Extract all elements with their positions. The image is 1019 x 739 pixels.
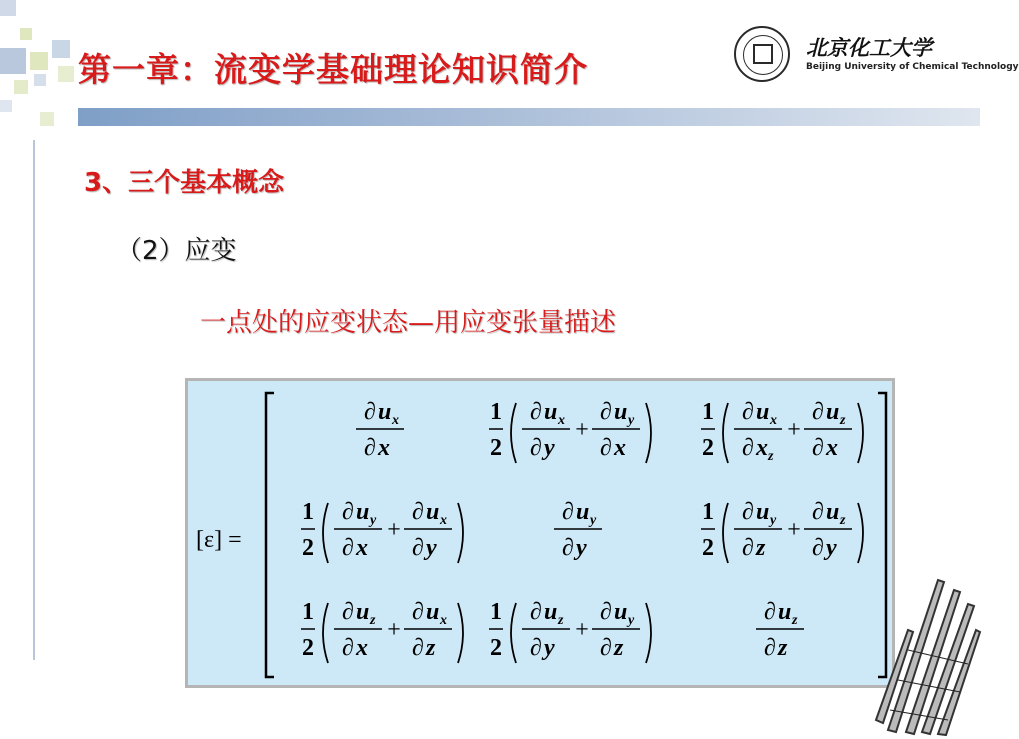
half-denominator: 2 bbox=[302, 535, 314, 561]
partial-symbol: ∂ bbox=[530, 635, 542, 661]
half-denominator: 2 bbox=[490, 435, 502, 461]
half-numerator: 1 bbox=[302, 499, 314, 525]
half-numerator: 1 bbox=[302, 599, 314, 625]
u-symbol: u bbox=[756, 499, 770, 525]
subscript: x bbox=[558, 413, 565, 428]
partial-symbol: ∂ bbox=[412, 635, 424, 661]
half-numerator: 1 bbox=[702, 499, 714, 525]
strain-tensor-box bbox=[185, 378, 895, 688]
variable: z bbox=[614, 635, 624, 661]
plus-sign: + bbox=[387, 617, 401, 643]
half-numerator: 1 bbox=[490, 399, 502, 425]
partial-symbol: ∂ bbox=[764, 599, 776, 625]
partial-symbol: ∂ bbox=[530, 599, 542, 625]
left-paren bbox=[723, 503, 728, 563]
subscript: x bbox=[440, 613, 447, 628]
university-logo bbox=[734, 26, 1019, 82]
plus-sign: + bbox=[387, 517, 401, 543]
u-symbol: u bbox=[356, 499, 370, 525]
variable: x bbox=[356, 535, 368, 561]
u-symbol: u bbox=[576, 499, 590, 525]
subscript: y bbox=[770, 513, 777, 528]
partial-symbol: ∂ bbox=[600, 635, 612, 661]
u-symbol: u bbox=[544, 399, 558, 425]
half-denominator: 2 bbox=[302, 635, 314, 661]
right-paren bbox=[858, 403, 863, 463]
subscript: x bbox=[392, 413, 399, 428]
half-numerator: 1 bbox=[490, 599, 502, 625]
partial-symbol: ∂ bbox=[742, 535, 754, 561]
partial-symbol: ∂ bbox=[530, 435, 542, 461]
variable: z bbox=[426, 635, 436, 661]
partial-symbol: ∂ bbox=[342, 535, 354, 561]
page-title: 第一章：流变学基础理论知识简介 bbox=[78, 50, 588, 89]
left-paren bbox=[511, 403, 516, 463]
partial-symbol: ∂ bbox=[812, 535, 824, 561]
u-symbol: u bbox=[826, 399, 840, 425]
partial-symbol: ∂ bbox=[764, 635, 776, 661]
plus-sign: + bbox=[575, 417, 589, 443]
u-symbol: u bbox=[614, 399, 628, 425]
variable: x bbox=[614, 435, 626, 461]
partial-symbol: ∂ bbox=[600, 435, 612, 461]
subscript: y bbox=[370, 513, 377, 528]
logo-english-name: Beijing University of Chemical Technology bbox=[806, 62, 1019, 72]
variable: y bbox=[544, 435, 555, 461]
partial-symbol: ∂ bbox=[364, 399, 376, 425]
subscript: z bbox=[768, 449, 774, 464]
u-symbol: u bbox=[378, 399, 392, 425]
subsection-heading: （2）应变 bbox=[116, 236, 237, 266]
partial-symbol: ∂ bbox=[742, 399, 754, 425]
left-paren bbox=[511, 603, 516, 663]
subscript: y bbox=[590, 513, 597, 528]
partial-symbol: ∂ bbox=[812, 399, 824, 425]
variable: y bbox=[576, 535, 587, 561]
variable: x bbox=[356, 635, 368, 661]
section-heading: 3、三个基本概念 bbox=[84, 168, 285, 198]
u-symbol: u bbox=[778, 599, 792, 625]
partial-symbol: ∂ bbox=[562, 499, 574, 525]
right-paren bbox=[646, 603, 651, 663]
half-denominator: 2 bbox=[702, 535, 714, 561]
university-seal-icon bbox=[734, 26, 790, 82]
subscript: x bbox=[770, 413, 777, 428]
left-paren bbox=[323, 603, 328, 663]
u-symbol: u bbox=[426, 599, 440, 625]
variable: y bbox=[426, 535, 437, 561]
partial-symbol: ∂ bbox=[412, 599, 424, 625]
variable: x bbox=[378, 435, 390, 461]
partial-symbol: ∂ bbox=[742, 499, 754, 525]
partial-symbol: ∂ bbox=[412, 499, 424, 525]
decorative-pens-image bbox=[868, 560, 980, 735]
subscript: x bbox=[440, 513, 447, 528]
subscript: z bbox=[558, 613, 564, 628]
half-denominator: 2 bbox=[490, 635, 502, 661]
right-paren bbox=[458, 503, 463, 563]
matrix-left-bracket bbox=[266, 393, 274, 677]
partial-symbol: ∂ bbox=[342, 599, 354, 625]
partial-symbol: ∂ bbox=[742, 435, 754, 461]
u-symbol: u bbox=[826, 499, 840, 525]
subscript: z bbox=[840, 413, 846, 428]
u-symbol: u bbox=[356, 599, 370, 625]
right-paren bbox=[646, 403, 651, 463]
half-denominator: 2 bbox=[702, 435, 714, 461]
subscript: y bbox=[628, 613, 635, 628]
partial-symbol: ∂ bbox=[600, 399, 612, 425]
u-symbol: u bbox=[614, 599, 628, 625]
left-paren bbox=[323, 503, 328, 563]
plus-sign: + bbox=[787, 517, 801, 543]
half-numerator: 1 bbox=[702, 399, 714, 425]
partial-symbol: ∂ bbox=[364, 435, 376, 461]
subscript: z bbox=[792, 613, 798, 628]
partial-symbol: ∂ bbox=[812, 499, 824, 525]
strain-description: 一点处的应变状态—用应变张量描述 bbox=[200, 308, 617, 338]
subscript: z bbox=[370, 613, 376, 628]
variable: x bbox=[826, 435, 838, 461]
u-symbol: u bbox=[756, 399, 770, 425]
subscript: z bbox=[840, 513, 846, 528]
partial-symbol: ∂ bbox=[412, 535, 424, 561]
strain-tensor-matrix bbox=[188, 381, 892, 685]
partial-symbol: ∂ bbox=[562, 535, 574, 561]
right-paren bbox=[458, 603, 463, 663]
partial-symbol: ∂ bbox=[812, 435, 824, 461]
title-underline-bar bbox=[78, 108, 980, 126]
partial-symbol: ∂ bbox=[342, 499, 354, 525]
plus-sign: + bbox=[787, 417, 801, 443]
variable: z bbox=[756, 535, 766, 561]
subscript: y bbox=[628, 413, 635, 428]
variable: y bbox=[826, 535, 837, 561]
left-paren bbox=[723, 403, 728, 463]
partial-symbol: ∂ bbox=[600, 599, 612, 625]
u-symbol: u bbox=[544, 599, 558, 625]
variable: y bbox=[544, 635, 555, 661]
logo-chinese-name: 北京化工大学 bbox=[806, 35, 932, 60]
variable: z bbox=[778, 635, 788, 661]
partial-symbol: ∂ bbox=[342, 635, 354, 661]
variable: x bbox=[756, 435, 768, 461]
plus-sign: + bbox=[575, 617, 589, 643]
partial-symbol: ∂ bbox=[530, 399, 542, 425]
right-paren bbox=[858, 503, 863, 563]
u-symbol: u bbox=[426, 499, 440, 525]
left-vertical-rule bbox=[33, 140, 35, 660]
tensor-lhs: [ε] = bbox=[196, 527, 242, 553]
